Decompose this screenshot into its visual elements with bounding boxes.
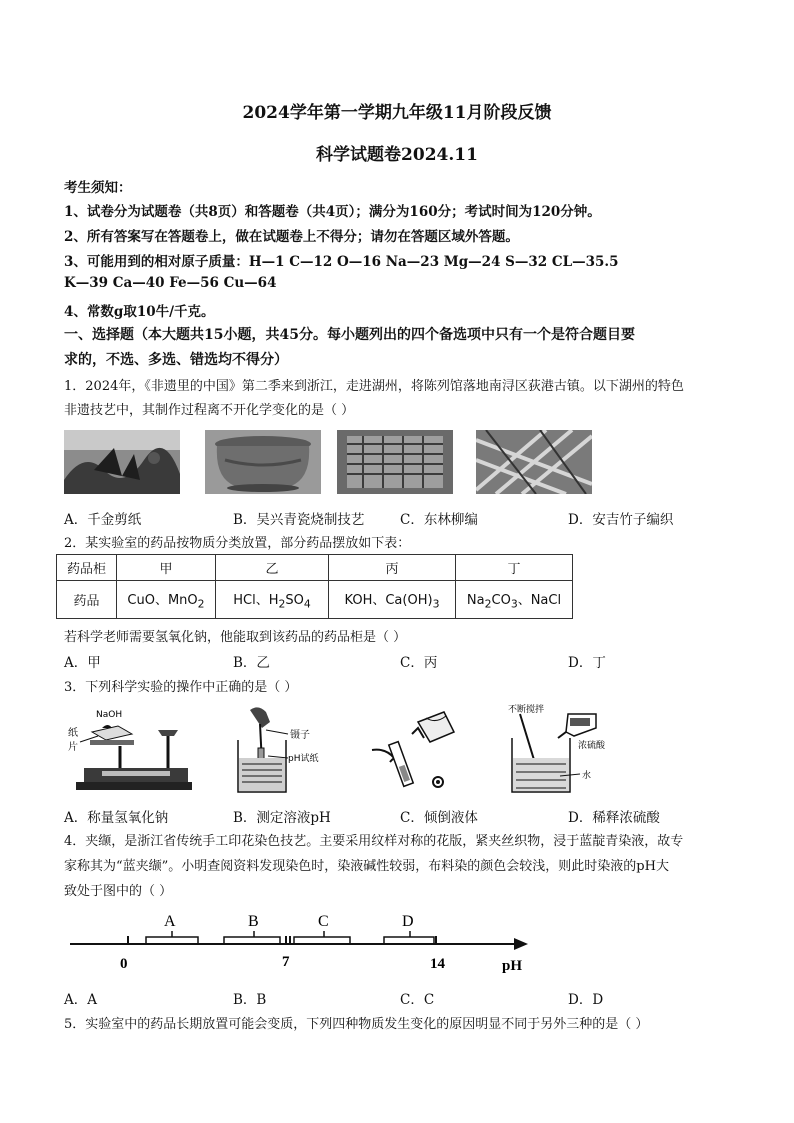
option-c: C．丙 <box>400 655 438 671</box>
table-row-label: 药品 <box>57 581 117 619</box>
question-5-stem: 5．实验室中的药品长期放置可能会变质，下列四种物质发生变化的原因明显不同于另外三种的是（ ） <box>64 1017 649 1032</box>
option-c: C．C <box>400 992 435 1008</box>
section-heading: 一、选择题（本大题共15小题，共45分。每小题列出的四个备选项中只有一个是符合题目要 <box>64 327 635 343</box>
table-header: 甲 <box>117 555 216 581</box>
svg-text:不断搅拌: 不断搅拌 <box>508 705 545 715</box>
medicine-cabinet-table <box>56 554 573 619</box>
ph-axis-arrow <box>514 938 528 950</box>
notice-item: 1、试卷分为试题卷（共8页）和答题卷（共4页）；满分为160分；考试时间为120分钟。 <box>64 204 601 220</box>
table-header: 药品柜 <box>57 555 117 581</box>
tick-label-14: 14 <box>430 956 445 972</box>
paper-cutting-photo <box>64 430 180 494</box>
bracket-c <box>294 937 350 944</box>
option-c: C．东林柳编 <box>400 512 478 528</box>
table-cell: KOH、$Ca(OH)_3$ <box>329 581 456 619</box>
willow-weaving-photo <box>337 430 453 494</box>
svg-text:纸: 纸 <box>68 728 78 739</box>
svg-text:水: 水 <box>582 771 592 781</box>
option-d: D．稀释浓硫酸 <box>568 810 660 826</box>
question-4-stem-cont: 致处于图中的（ ） <box>64 884 173 899</box>
question-4-stem: 4．夹缬，是浙江省传统手工印花染色技艺。主要采用纹样对称的花版，紧夹丝织物，浸于蓝靛青染液，故专 <box>64 834 684 849</box>
option-b: B．B <box>233 992 267 1008</box>
question-2-stem-cont: 若科学老师需要氢氧化钠，他能取到该药品的药品柜是（ ） <box>64 630 407 645</box>
option-a: A．A <box>64 992 97 1008</box>
dilute-acid-figure <box>500 702 620 798</box>
svg-text:NaOH: NaOH <box>96 710 123 720</box>
notice-item: 3、可能用到的相对原子质量：H—1 C—12 O—16 Na—23 Mg—24 S—32 CL—35.5 <box>64 254 619 270</box>
option-d: D．丁 <box>568 655 606 671</box>
option-c: C．倾倒液体 <box>400 810 478 826</box>
question-2-stem: 2．某实验室的药品按物质分类放置，部分药品摆放如下表： <box>64 536 411 551</box>
option-b: B．乙 <box>233 655 270 671</box>
svg-text:浓硫酸: 浓硫酸 <box>578 741 606 751</box>
option-d: D．安吉竹子编织 <box>568 512 674 528</box>
label-d: D <box>402 913 414 930</box>
axis-unit: pH <box>502 958 523 974</box>
label-b: B <box>248 913 259 930</box>
table-cell: CuO、MnO$_2$ <box>117 581 216 619</box>
bracket-a <box>146 937 198 944</box>
question-1-stem: 1．2024年，《非遗里的中国》第二季来到浙江，走进湖州，将陈列馆落地南浔区荻港古镇。以下湖州的特色 <box>64 379 684 394</box>
option-b: B．吴兴青瓷烧制技艺 <box>233 512 365 528</box>
option-a: A．甲 <box>64 655 101 671</box>
celadon-pottery-photo <box>205 430 321 494</box>
question-1-stem-cont: 非遗技艺中，其制作过程离不开化学变化的是（ ） <box>64 403 355 418</box>
option-d: D．D <box>568 992 604 1008</box>
tick-label-0: 0 <box>120 956 128 972</box>
ph-scale-figure <box>62 904 542 980</box>
section-heading-cont: 求的，不选、多选、错选均不得分） <box>64 352 288 368</box>
notice-item: 2、所有答案写在答题卷上，做在试题卷上不得分；请勿在答题区域外答题。 <box>64 229 519 245</box>
bamboo-weaving-photo <box>476 430 592 494</box>
label-c: C <box>318 913 329 930</box>
ph-test-figure <box>232 704 342 798</box>
tick-label-7: 7 <box>282 954 290 970</box>
option-a: A．千金剪纸 <box>64 512 142 528</box>
question-3-stem: 3．下列科学实验的操作中正确的是（ ） <box>64 680 298 695</box>
notice-item: K—39 Ca—40 Fe—56 Cu—64 <box>64 275 277 291</box>
table-cell: HCl、$H_2SO_4$ <box>216 581 329 619</box>
bracket-d <box>384 937 434 944</box>
notice-heading: 考生须知： <box>64 180 132 196</box>
svg-text:片: 片 <box>68 742 78 753</box>
question-4-stem-cont: 家称其为“蓝夹缬”。小明查阅资料发现染色时，染液碱性较弱，布料染的颜色会较浅，则此时染液的pH大 <box>64 859 669 874</box>
table-header: 丁 <box>456 555 573 581</box>
option-b: B．测定溶液pH <box>233 810 331 826</box>
notice-item: 4、常数g取10牛/千克。 <box>64 304 215 320</box>
pouring-liquid-figure <box>368 708 478 798</box>
label-a: A <box>164 913 176 930</box>
balance-weighing-figure <box>62 706 192 798</box>
table-header: 乙 <box>216 555 329 581</box>
exam-subtitle: 科学试题卷2024.11 <box>316 145 478 165</box>
table-cell: $Na_2CO_3$、NaCl <box>456 581 573 619</box>
option-a: A．称量氢氧化钠 <box>64 810 169 826</box>
svg-text:pH试纸: pH试纸 <box>288 754 319 764</box>
exam-title: 2024学年第一学期九年级11月阶段反馈 <box>242 103 552 123</box>
bracket-b <box>224 937 280 944</box>
svg-text:镊子: 镊子 <box>290 730 310 741</box>
table-header: 丙 <box>329 555 456 581</box>
